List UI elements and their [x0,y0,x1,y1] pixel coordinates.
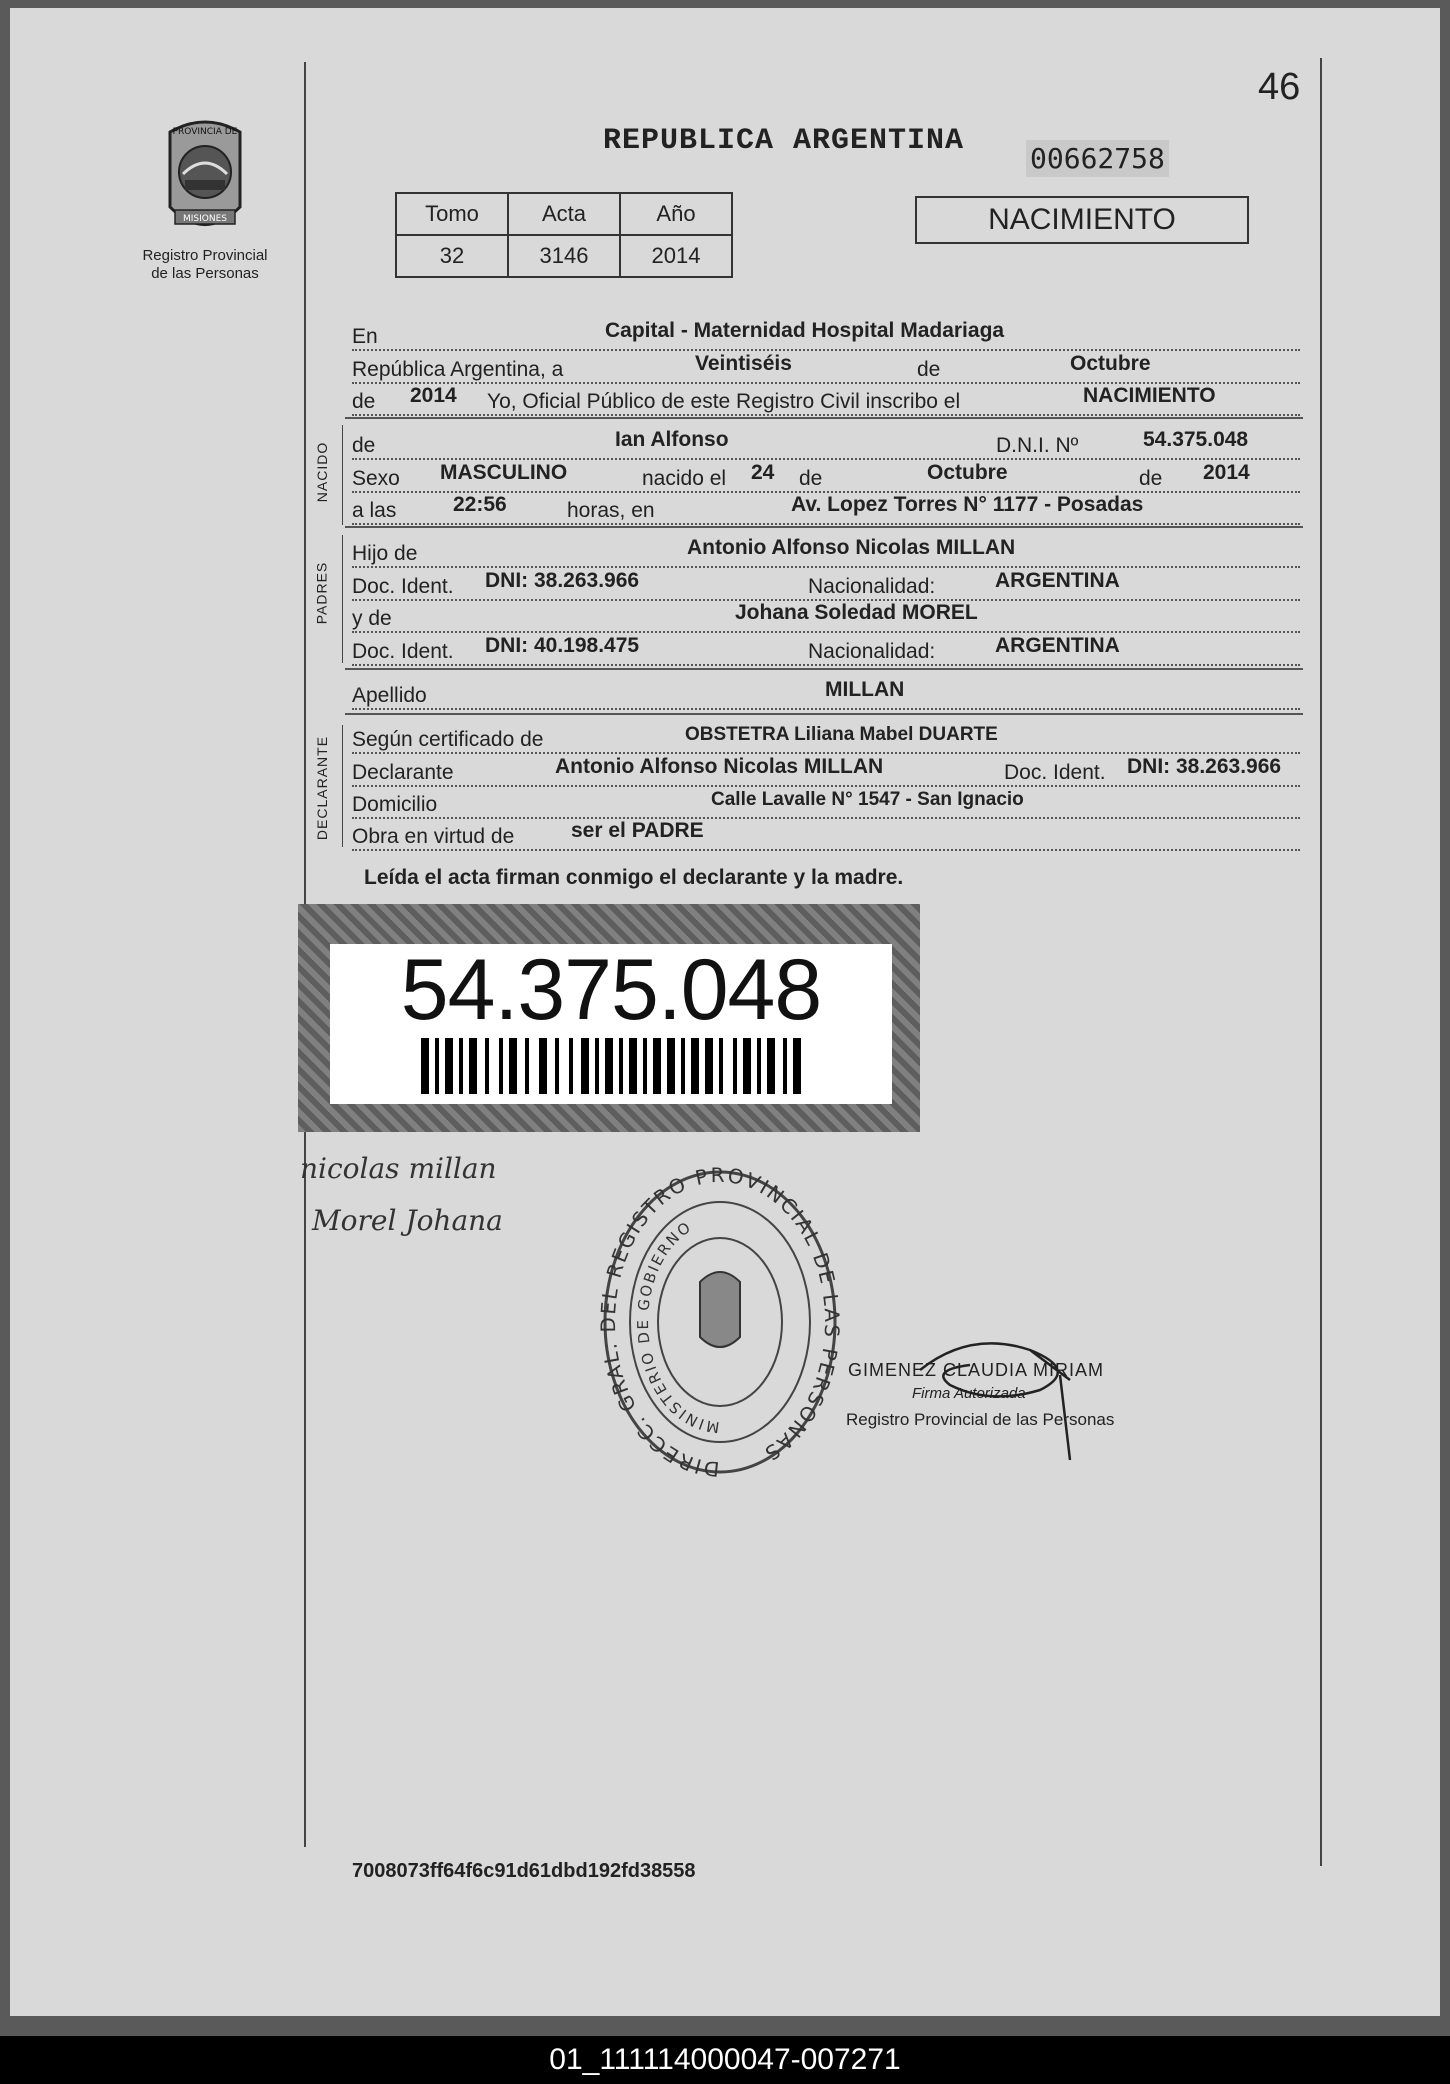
value-sex: MASCULINO [437,461,570,485]
value-year: 2014 [407,384,460,408]
label-nacido-el: nacido el [642,467,727,490]
label-segun: Según certificado de [352,728,544,751]
label-apellido: Apellido [352,684,427,707]
label-dni: D.N.I. Nº [996,434,1079,457]
label-de-month: de [917,358,941,381]
value-address: Calle Lavalle N° 1547 - San Ignacio [708,789,1027,811]
document-title: REPUBLICA ARGENTINA [603,124,965,158]
official-organization: Registro Provincial de las Personas [846,1410,1115,1429]
line-capacity [352,813,1300,851]
header-tomo: Tomo [396,193,508,235]
value-name: Ian Alfonso [612,428,732,452]
divider [345,526,1303,528]
stamp-outer-text: DIRECC. GRAL. DEL REGISTRO PROVINCIAL DE LAS PERSONAS [595,1162,845,1482]
section-bracket [342,535,343,663]
official-role: Firma Autorizada [912,1385,1026,1402]
emblem-bottom-text: MISIONES [182,214,228,224]
signature-mother: Morel Johana [312,1204,503,1237]
value-father: Antonio Alfonso Nicolas MILLAN [684,536,1018,560]
divider [345,713,1303,715]
value-mother-doc: DNI: 40.198.475 [482,634,642,658]
value-month: Octubre [1067,352,1154,376]
value-birth-month: Octubre [924,461,1011,485]
value-declarant-doc: DNI: 38.263.966 [1124,755,1284,779]
official-name: GIMENEZ CLAUDIA MIRIAM [848,1360,1105,1380]
closing-statement: Leída el acta firman conmigo el declarante y la madre. [364,866,904,889]
label-doc-declarant: Doc. Ident. [1004,761,1106,784]
signature-declarant: nicolas millan [300,1152,497,1185]
header-anio: Año [620,193,732,235]
handwritten-signatures [300,1150,540,1250]
seal-caption-line1: Registro Provincial [142,247,268,264]
right-margin-line [1320,58,1322,1866]
label-de-name: de [352,434,376,457]
label-a-las: a las [352,499,397,522]
seal-caption-line2: de las Personas [151,265,259,282]
value-time: 22:56 [450,493,510,517]
coat-of-arms-icon [155,112,255,242]
value-capacity: ser el PADRE [568,819,707,843]
file-id-bar: 01_111114000047-007271 [0,2036,1450,2084]
label-declarante: Declarante [352,761,454,784]
section-bracket [342,425,343,525]
value-dni: 54.375.048 [1140,428,1251,452]
line-surname [352,672,1300,710]
label-yo: Yo, Oficial Público de este Registro Civil inscribo el [487,390,961,413]
label-y-de: y de [352,607,392,630]
dni-sticker-number: 54.375.048 [400,942,822,1038]
label-nat-father: Nacionalidad: [808,575,936,598]
section-bracket [342,725,343,847]
dni-sticker [298,904,920,1132]
stamp-emblem-icon [700,1272,740,1347]
label-de-bmonth: de [799,467,823,490]
line-time [352,487,1300,525]
serial-number: 00662758 [1026,140,1169,177]
barcode-icon [421,1038,801,1094]
value-certificate: OBSTETRA Liliana Mabel DUARTE [682,724,1001,746]
document-hash: 7008073ff64f6c91d61dbd192fd38558 [352,1860,696,1882]
label-obra: Obra en virtud de [352,825,515,848]
register-table [395,192,733,278]
label-sexo: Sexo [352,467,400,490]
value-act: NACIMIENTO [1080,384,1219,408]
value-place: Capital - Maternidad Hospital Madariaga [602,319,1007,343]
label-doc-father: Doc. Ident. [352,575,454,598]
label-horas-en: horas, en [567,499,655,522]
label-hijo-de: Hijo de [352,542,418,565]
value-father-doc: DNI: 38.263.966 [482,569,642,593]
value-birth-day: 24 [748,461,777,485]
line-mother-doc [352,628,1300,666]
label-de-byear: de [1139,467,1163,490]
page-number: 46 [1258,66,1301,108]
line-year [352,378,1300,416]
stamp-inner-text: MINISTERIO DE GOBIERNO [633,1217,721,1437]
value-birth-place: Av. Lopez Torres N° 1177 - Posadas [788,493,1146,517]
value-day: Veintiséis [692,352,795,376]
value-mother: Johana Soledad MOREL [732,601,981,625]
value-surname: MILLAN [822,678,907,702]
label-domicilio: Domicilio [352,793,438,816]
section-label-declarante: DECLARANTE [314,735,331,841]
value-birth-year: 2014 [1200,461,1253,485]
label-doc-mother: Doc. Ident. [352,640,454,663]
divider [345,417,1303,419]
value-tomo: 32 [396,235,508,277]
header-acta: Acta [508,193,620,235]
label-nat-mother: Nacionalidad: [808,640,936,663]
label-republica: República Argentina, a [352,358,564,381]
section-label-padres: PADRES [313,561,330,625]
value-acta: 3146 [508,235,620,277]
dni-sticker-label [330,944,892,1104]
value-mother-nat: ARGENTINA [992,634,1123,658]
value-anio: 2014 [620,235,732,277]
official-stamp [590,1162,850,1482]
label-en: En [352,325,378,348]
value-declarant: Antonio Alfonso Nicolas MILLAN [552,755,886,779]
label-de-year: de [352,390,376,413]
provincial-seal [140,112,270,283]
value-father-nat: ARGENTINA [992,569,1123,593]
section-label-nacido: NACIDO [314,441,331,503]
act-type-box: NACIMIENTO [915,196,1249,244]
emblem-top-text: PROVINCIA DE [172,127,238,137]
divider [345,668,1303,670]
